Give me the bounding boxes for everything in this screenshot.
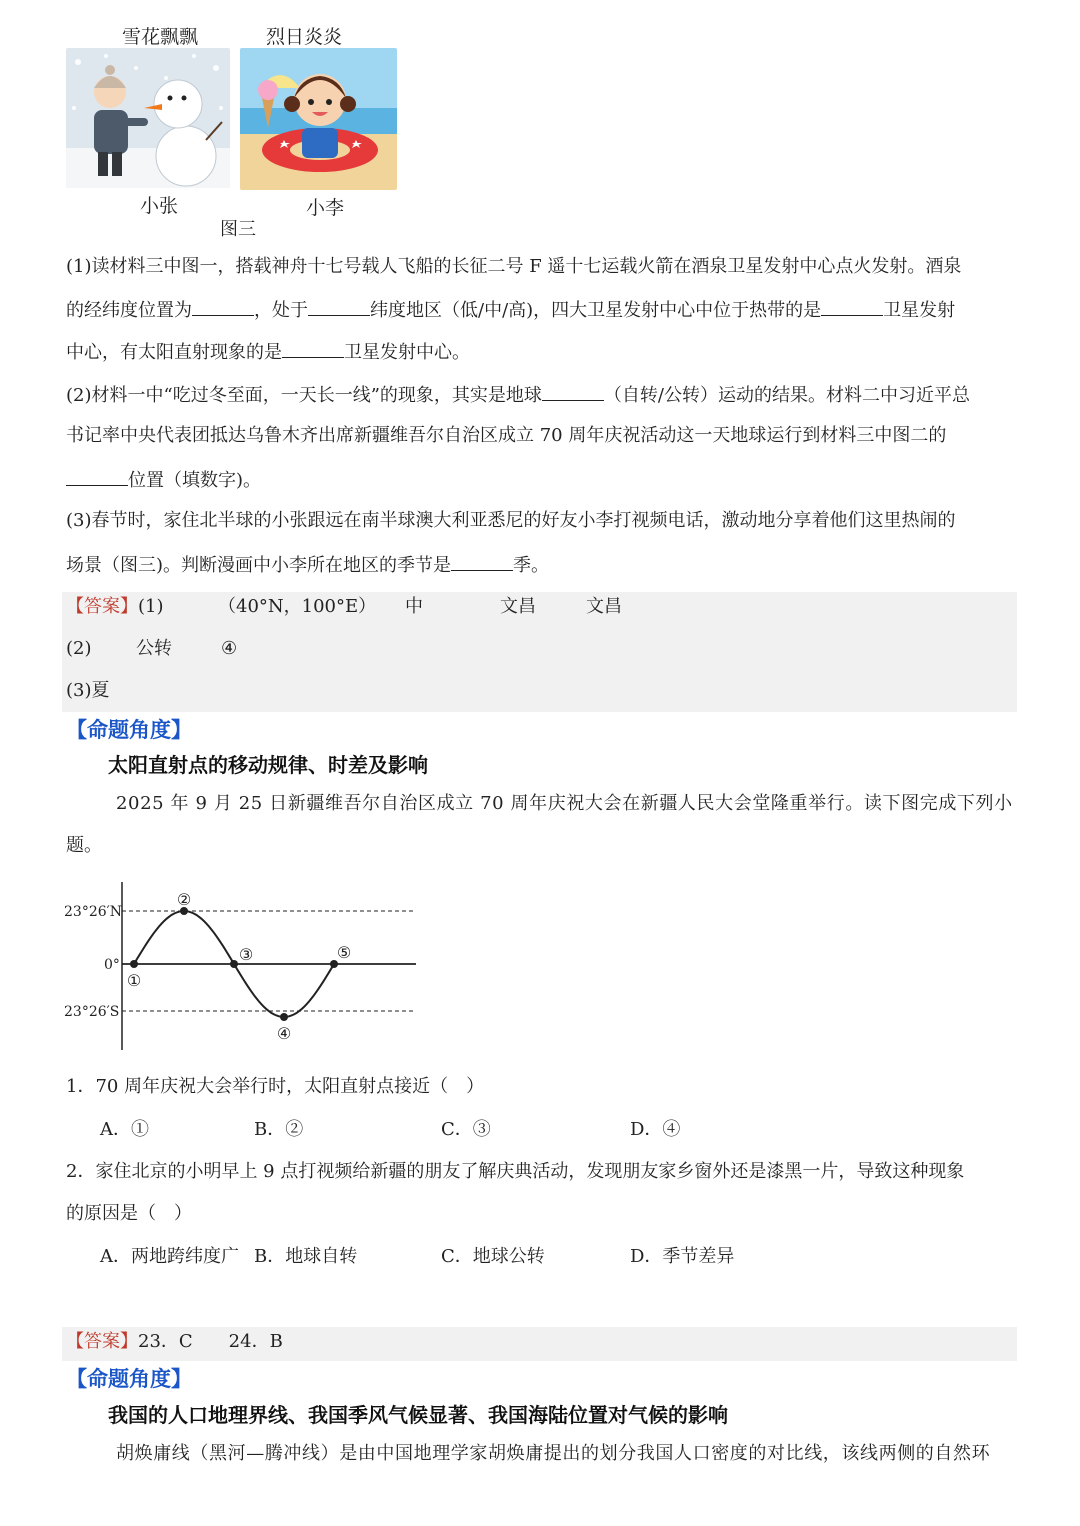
right-caption: 烈日炎炎 (266, 26, 343, 48)
section-angle-label: 【命题角度】 (66, 718, 192, 742)
mc2-stem-line1: 2．家住北京的小明早上 9 点打视频给新疆的朋友了解庆典活动，发现朋友家乡窗外还是漆黑一片，导致这种现象 (66, 1161, 965, 1182)
y-tick-label-n: 23°26′N (64, 904, 123, 920)
section-intro-line2: 题。 (66, 835, 102, 856)
answer-1-value-4: 文昌 (586, 596, 622, 617)
mc2-option-d[interactable]: D．季节差异 (630, 1246, 735, 1267)
q1-line1: (1)读材料三中图一，搭载神舟十七号载人飞船的长征二号 F 遥十七运载火箭在酒泉卫星发射中心点火发射。酒泉 (66, 256, 962, 277)
answer-1-value-2: 中 (405, 596, 423, 617)
q1-line3: 中心，有太阳直射现象的是 卫星发射中心。 (66, 339, 470, 365)
blank (308, 297, 370, 316)
answer-1-value-3: 文昌 (500, 596, 536, 617)
snowman-illustration (66, 48, 230, 188)
chart-point-label-3: ③ (238, 945, 254, 964)
chart-point-label-5: ⑤ (336, 943, 352, 962)
q2-line3: 位置（填数字)。 (66, 467, 261, 493)
answer-3: (3)夏 (66, 680, 110, 701)
answer-box-2 (62, 1327, 1017, 1361)
blank (66, 467, 128, 486)
section-intro-line1: 2025 年 9 月 25 日新疆维吾尔自治区成立 70 周年庆祝大会在新疆人民大会堂隆重举行。读下图完成下列小 (116, 793, 1013, 814)
mc2-option-a[interactable]: A．两地跨纬度广 (100, 1246, 239, 1267)
q2-line1: (2)材料一中“吃过冬至面，一天长一线”的现象，其实是地球 （自转/公转）运动的结果。材料二中习近平总 (66, 382, 970, 408)
y-tick-label-s: 23°26′S (64, 1004, 120, 1020)
chart-point-label-4: ④ (276, 1024, 292, 1043)
answer2-line: 【答案】23．C 24．B (66, 1331, 283, 1352)
y-tick-label-0: 0° (104, 957, 120, 973)
chart-point-1 (130, 960, 138, 968)
mc2-option-b[interactable]: B．地球自转 (254, 1246, 358, 1267)
section-heading: 太阳直射点的移动规律、时差及影响 (108, 753, 428, 777)
section2-angle-label: 【命题角度】 (66, 1367, 192, 1391)
right-name: 小李 (306, 197, 345, 219)
chart-point-4 (280, 1013, 288, 1021)
chart-point-label-1: ① (126, 971, 142, 990)
mc1-option-c[interactable]: C．③ (441, 1119, 491, 1140)
mc1-option-d[interactable]: D．④ (630, 1119, 681, 1140)
answer-tag: 【答案】(1) (66, 596, 164, 617)
section2-heading: 我国的人口地理界线、我国季风气候显著、我国海陆位置对气候的影响 (108, 1403, 728, 1427)
blank (451, 552, 513, 571)
answer-2-value-1: 公转 (136, 638, 172, 659)
mc2-stem-line2: 的原因是（ ） (66, 1203, 192, 1224)
answer-2-label: (2) (66, 638, 92, 659)
mc1-option-a[interactable]: A．① (100, 1119, 149, 1140)
left-caption: 雪花飘飘 (122, 26, 199, 48)
blank (282, 339, 344, 358)
section2-intro: 胡焕庸线（黑河—腾冲线）是由中国地理学家胡焕庸提出的划分我国人口密度的对比线，该线两侧的自然环 (116, 1443, 991, 1464)
q3-line1: (3)春节时，家住北半球的小张跟远在南半球澳大利亚悉尼的好友小李打视频电话，激动地分享着他们这里热闹的 (66, 510, 956, 531)
blank (192, 297, 254, 316)
blank (542, 382, 604, 401)
blank (821, 297, 883, 316)
mc2-option-c[interactable]: C．地球公转 (441, 1246, 545, 1267)
answer-box-1 (62, 592, 1017, 712)
figure-label: 图三 (220, 219, 256, 240)
q2-line2: 书记率中央代表团抵达乌鲁木齐出席新疆维吾尔自治区成立 70 周年庆祝活动这一天地球运行到材料三中图二的 (66, 425, 947, 446)
chart-point-label-2: ② (176, 890, 192, 909)
answer-1-value-1: （40°N，100°E） (218, 596, 377, 617)
subsolar-point-chart (60, 876, 420, 1056)
mc1-option-b[interactable]: B．② (254, 1119, 304, 1140)
beach-girl-illustration (240, 48, 397, 190)
mc1-stem: 1．70 周年庆祝大会举行时，太阳直射点接近（ ） (66, 1076, 485, 1097)
q3-line2: 场景（图三)。判断漫画中小李所在地区的季节是 季。 (66, 552, 549, 578)
left-name: 小张 (140, 195, 179, 217)
answer-2-value-2: ④ (221, 638, 238, 659)
chart-point-3 (230, 960, 238, 968)
q1-line2: 的经纬度位置为 ，处于 纬度地区（低/中/高)，四大卫星发射中心中位于热带的是 卫星发射 (66, 297, 955, 323)
